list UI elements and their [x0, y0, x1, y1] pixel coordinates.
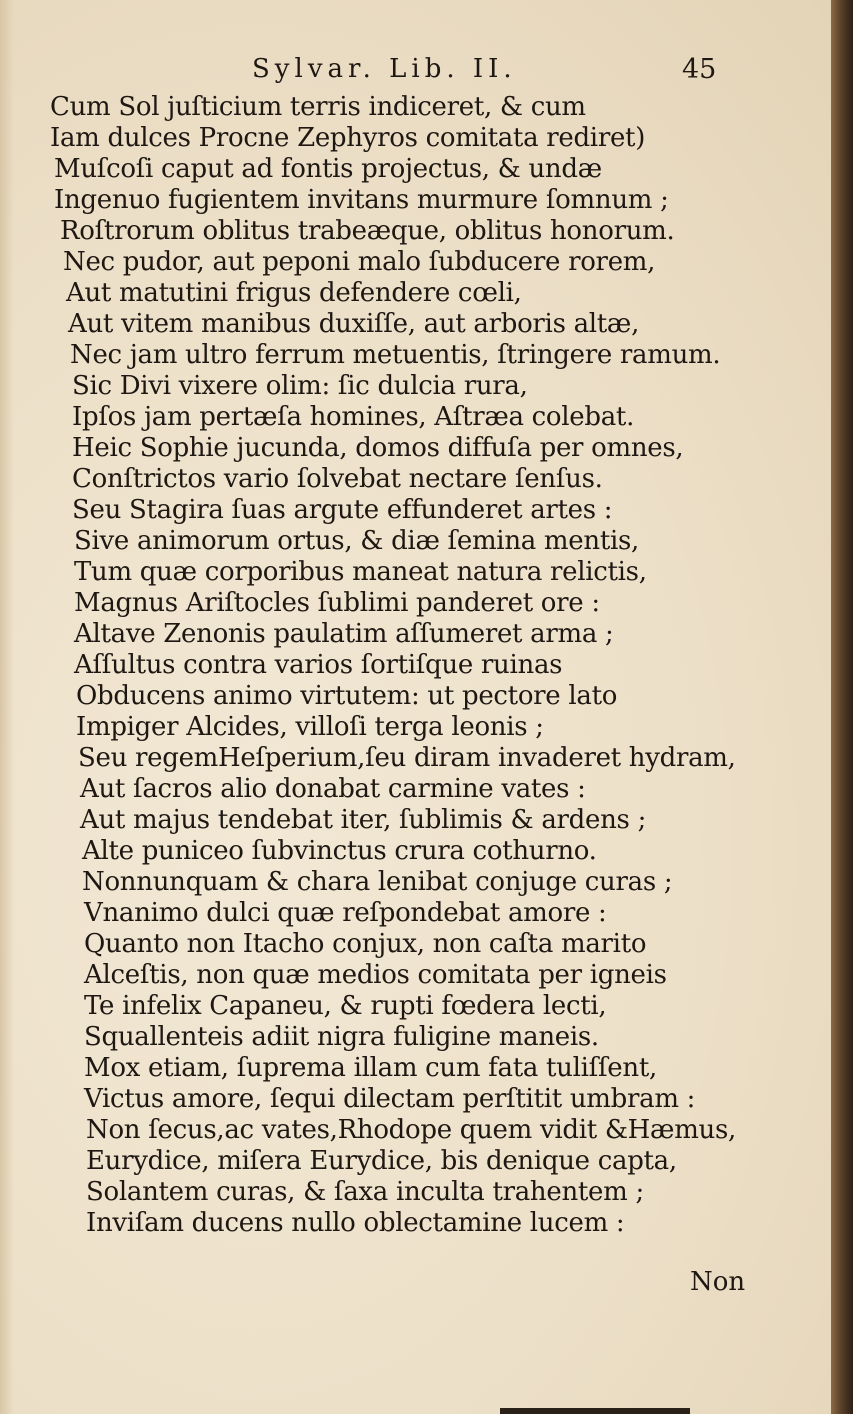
verse-line: Inviſam ducens nullo oblectamine lucem :: [86, 1208, 625, 1238]
running-head-title: Sylvar. Lib. II.: [252, 54, 517, 84]
running-head: [0, 54, 830, 94]
verse-line: Victus amore, ſequi dilectam perſtitit umbram :: [84, 1084, 696, 1114]
book-binding-edge: [831, 0, 853, 1414]
verse-line: Ingenuo fugientem invitans murmure ſomnum ;: [54, 185, 669, 215]
verse-line: Altave Zenonis paulatim aſſumeret arma ;: [74, 619, 614, 649]
verse-line: Squallenteis adiit nigra fuligine maneis.: [84, 1022, 599, 1052]
verse-line: Magnus Ariſtocles ſublimi panderet ore :: [74, 588, 600, 618]
verse-line: Sive animorum ortus, & diæ ſemina mentis,: [74, 526, 639, 556]
verse-line: Nec jam ultro ferrum metuentis, ſtringere ramum.: [70, 340, 721, 370]
verse-line: Aut vitem manibus duxiſſe, aut arboris altæ,: [68, 309, 640, 339]
verse-line: Cum Sol juſticium terris indiceret, & cum: [50, 92, 586, 122]
verse-line: Te infelix Capaneu, & rupti fœdera lecti,: [84, 991, 607, 1021]
verse-line: Impiger Alcides, villoſi terga leonis ;: [76, 712, 544, 742]
verse-line: Heic Sophie jucunda, domos diffuſa per omnes,: [72, 433, 684, 463]
page-number: 45: [682, 54, 717, 85]
verse-line: Muſcoſi caput ad fontis projectus, & undæ: [54, 154, 602, 184]
verse-line: Solantem curas, & ſaxa inculta trahentem ;: [86, 1177, 644, 1207]
verse-line: Aut matutini frigus defendere cœli,: [66, 278, 522, 308]
verse-line: Aut majus tendebat iter, ſublimis & ardens ;: [80, 805, 647, 835]
verse-line: Seu Stagira ſuas argute effunderet artes :: [72, 495, 613, 525]
bottom-edge-strip: [500, 1408, 690, 1414]
verse-line: Ipſos jam pertæſa homines, Aſtræa colebat.: [72, 402, 635, 432]
verse-line: Nonnunquam & chara lenibat conjuge curas ;: [82, 867, 673, 897]
verse-line: Alceſtis, non quæ medios comitata per igneis: [84, 960, 667, 990]
verse-line: Alte puniceo ſubvinctus crura cothurno.: [82, 836, 597, 866]
verse-line: Conſtrictos vario ſolvebat nectare ſenſus.: [72, 464, 603, 494]
verse-line: Mox etiam, ſuprema illam cum fata tuliſſent,: [84, 1053, 657, 1083]
page-left-shadow: [0, 0, 14, 1414]
verse-line: Seu regemHeſperium,ſeu diram invaderet hydram,: [78, 743, 736, 773]
verse-line: Iam dulces Procne Zephyros comitata rediret): [50, 123, 646, 153]
catchword: Non: [690, 1267, 746, 1297]
verse-line: Vnanimo dulci quæ reſpondebat amore :: [84, 898, 607, 928]
verse-line: Nec pudor, aut peponi malo ſubducere rorem,: [63, 247, 656, 277]
verse-line: Aut ſacros alio donabat carmine vates :: [80, 774, 586, 804]
verse-line: Eurydice, miſera Eurydice, bis denique capta,: [86, 1146, 677, 1176]
verse-line: Quanto non Itacho conjux, non caſta marito: [84, 929, 647, 959]
verse-line: Aſſultus contra varios ſortiſque ruinas: [74, 650, 563, 680]
verse-line: Sic Divi vixere olim: ſic dulcia rura,: [72, 371, 528, 401]
verse-line: Obducens animo virtutem: ut pectore lato: [76, 681, 618, 711]
verse-line: Roſtrorum oblitus trabeæque, oblitus honorum.: [60, 216, 675, 246]
verse-line: Non ſecus,ac vates,Rhodope quem vidit &Hæmus,: [86, 1115, 736, 1145]
verse-line: Tum quæ corporibus maneat natura relictis,: [74, 557, 647, 587]
